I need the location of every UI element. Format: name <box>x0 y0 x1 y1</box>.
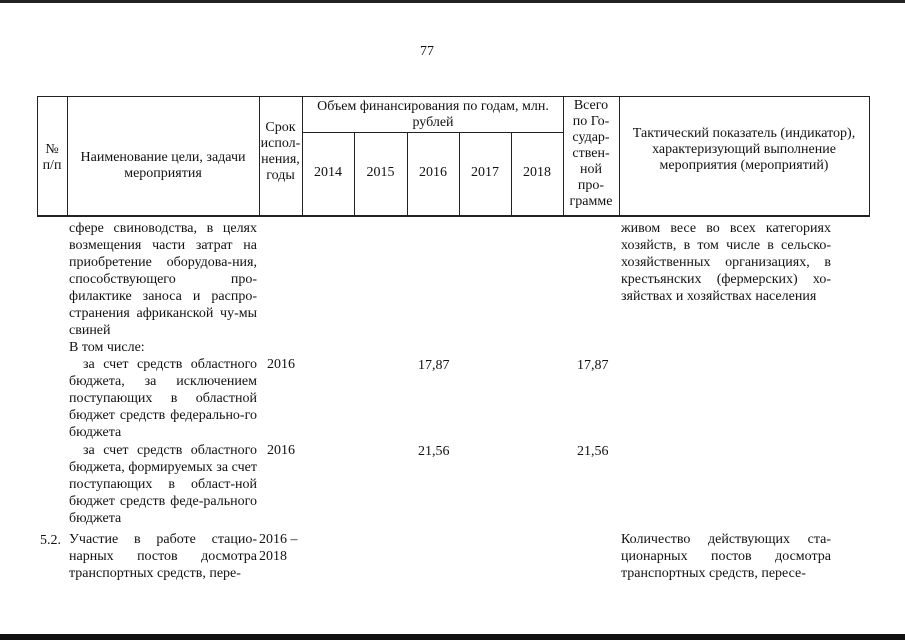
header-year-2018: 2018 <box>523 165 551 180</box>
item52-term: 2016 – 2018 <box>259 532 298 564</box>
sub1-value-2016: 17,87 <box>418 358 450 373</box>
sub2-total: 21,56 <box>577 444 609 459</box>
header-year-2015: 2015 <box>366 165 395 180</box>
item52-number: 5.2. <box>40 533 61 548</box>
header-year-2017: 2017 <box>471 165 499 180</box>
header-total: Всего по Го- судар- ствен- ной про- грамме <box>569 98 613 209</box>
header-year-2014: 2014 <box>314 165 342 180</box>
continued-indicator: живом весе во всех категориях хозяйств, в том числе в сельско-хозяйственных организациях, в крестьянских (фермерских) хо-зяйствах и хозяйствах населения <box>621 221 831 304</box>
sub2-name: за счет средств областного бюджета, формируемых за счет поступающих в област-ной бюджет средств феде-рального бюджета <box>69 443 257 526</box>
header-bottom-rule <box>37 216 870 217</box>
sub1-total: 17,87 <box>577 358 609 373</box>
page-number: 77 <box>420 44 434 59</box>
including-label: В том числе: <box>69 340 145 355</box>
header-year-2016: 2016 <box>419 165 447 180</box>
sub1-name: за счет средств областного бюджета, за исключением поступающих в областной бюджет средств федерально-го бюджета <box>69 357 257 440</box>
sub2-value-2016: 21,56 <box>418 444 450 459</box>
item52-indicator: Количество действующих ста-ционарных постов досмотра транспортных средств, пересе- <box>621 532 831 581</box>
header-num: № п/п <box>42 142 62 173</box>
top-border <box>0 0 905 3</box>
header-name: Наименование цели, задачи мероприятия <box>80 150 246 181</box>
header-term: Срок испол- нения, годы <box>260 120 301 183</box>
header-indicator: Тактический показатель (индикатор), характеризующий выполнение мероприятия (мероприятий) <box>632 126 856 173</box>
header-funding: Объем финансирования по годам, млн. рублей <box>317 99 549 130</box>
continued-name: сфере свиноводства, в целях возмещения части затрат на приобретение оборудова-ния, способствующего про-филактике заноса и распро-странения африканской чу-мы свиней <box>69 221 257 338</box>
item52-name: Участие в работе стацио-нарных постов досмотра транспортных средств, пере- <box>69 532 257 581</box>
bottom-border <box>0 634 905 640</box>
sub1-term: 2016 <box>267 357 295 372</box>
sub2-term: 2016 <box>267 443 295 458</box>
